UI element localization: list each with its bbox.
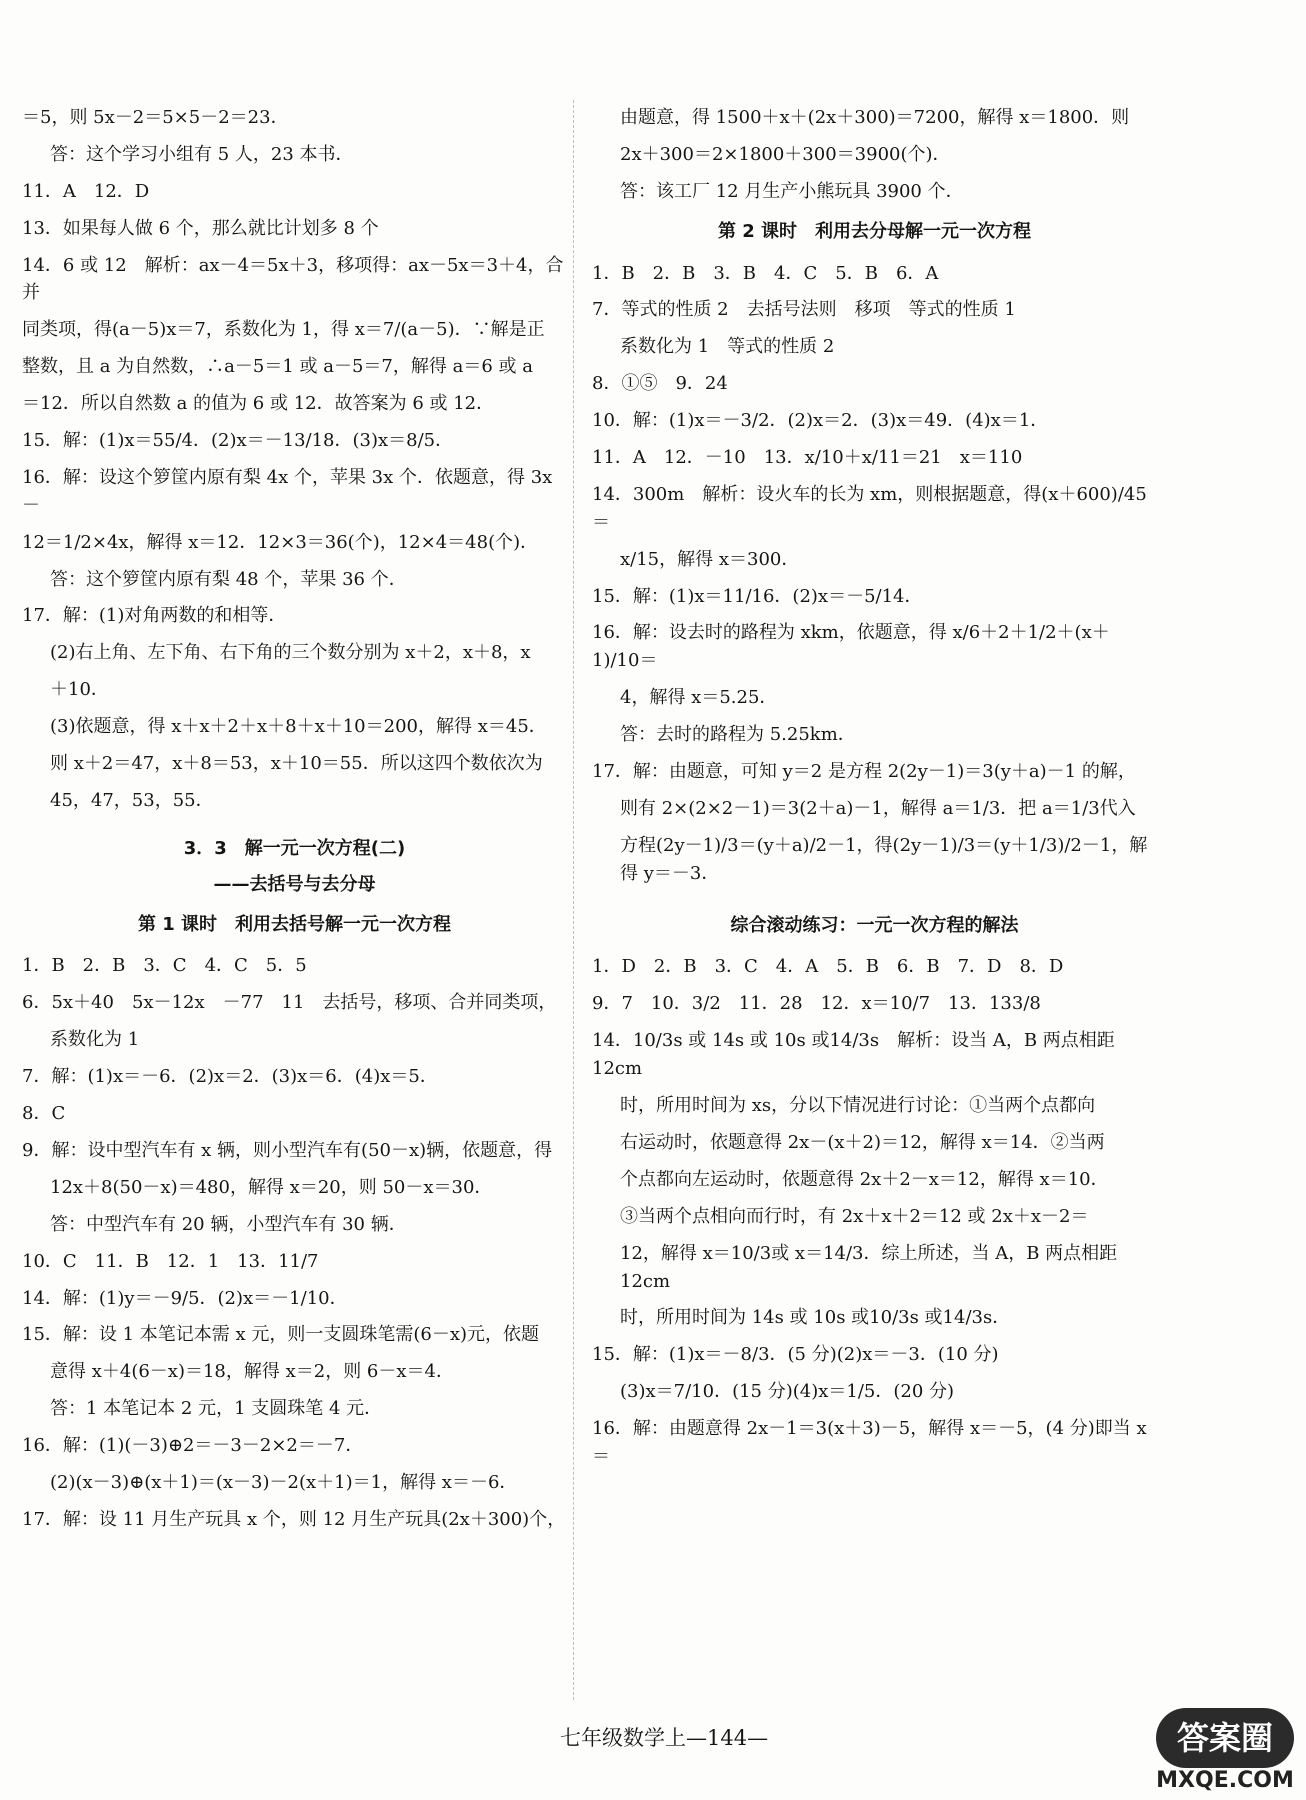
text-line: 4，解得 x＝5.25．: [620, 687, 778, 709]
text-line: 8．C: [22, 1103, 66, 1125]
text-line: 则 x＋2＝47，x＋8＝53，x＋10＝55．所以这四个数依次为: [50, 753, 543, 775]
watermark-url: MXQE.COM: [1156, 1768, 1294, 1793]
text-line: 答：中型汽车有 20 辆，小型汽车有 30 辆．: [50, 1213, 407, 1235]
text-line: 17．解：设 11 月生产玩具 x 个，则 12 月生产玩具(2x＋300)个，: [22, 1508, 566, 1530]
text-line: 第 2 课时 利用去分母解一元一次方程: [717, 220, 1032, 242]
page-footer: 七年级数学上—144—: [560, 1726, 769, 1750]
text-line: 15．解：(1)x＝55/4．(2)x＝－13/18．(3)x＝8/5．: [22, 430, 454, 452]
text-line: 12，解得 x＝10/3或 x＝14/3．综上所述，当 A，B 两点相距 12cm: [620, 1242, 1118, 1292]
text-line: 14．300m 解析：设火车的长为 xm，则根据题意，得(x＋600)/45＝: [592, 483, 1147, 533]
text-line: 10．解：(1)x＝－3/2．(2)x＝2．(3)x＝49．(4)x＝1．: [592, 410, 1049, 432]
text-line: 15．解：(1)x＝－8/3．(5 分)(2)x＝－3．(10 分): [592, 1344, 999, 1366]
text-line: 右运动时，依题意得 2x－(x＋2)＝12，解得 x＝14．②当两: [620, 1131, 1105, 1153]
text-line: 答：1 本笔记本 2 元，1 支圆珠笔 4 元．: [50, 1398, 383, 1420]
text-line: 12＝1/2×4x，解得 x＝12．12×3＝36(个)，12×4＝48(个)．: [22, 531, 539, 553]
text-line: 9．解：设中型汽车有 x 辆，则小型汽车有(50－x)辆，依题意，得: [22, 1139, 553, 1161]
text-line: 时，所用时间为 14s 或 10s 或10/3s 或14/3s．: [620, 1307, 1011, 1329]
text-line: 16．解：(1)(－3)⊕2＝－3－2×2＝－7．: [22, 1435, 364, 1457]
text-line: 1．B 2．B 3．C 4．C 5．5: [22, 955, 307, 977]
text-line: (2)右上角、左下角、右下角的三个数分别为 x＋2，x＋8，x: [50, 642, 531, 664]
text-line: 意得 x＋4(6－x)＝18，解得 x＝2，则 6－x＝4．: [50, 1361, 454, 1383]
column-divider: [573, 100, 574, 1700]
text-line: 8．①⑤ 9．24: [592, 373, 728, 395]
text-line: 答：这个学习小组有 5 人，23 本书．: [50, 143, 354, 165]
text-line: ＋10．: [50, 679, 109, 701]
text-line: ＝5，则 5x－2＝5×5－2＝23．: [22, 107, 289, 128]
text-line: ＝12．所以自然数 a 的值为 6 或 12．故答案为 6 或 12．: [22, 393, 495, 415]
text-line: 16．解：设这个箩筐内原有梨 4x 个，苹果 3x 个．依题意，得 3x－: [22, 466, 553, 516]
text-line: 10．C 11．B 12．1 13．11/7: [22, 1250, 319, 1272]
watermark-badge: 答案圈: [1156, 1708, 1294, 1768]
text-line: 11．A 12．D: [22, 180, 150, 202]
text-line: 同类项，得(a－5)x＝7，系数化为 1，得 x＝7/(a－5)．∵解是正: [22, 319, 545, 341]
text-line: 1．B 2．B 3．B 4．C 5．B 6．A: [592, 262, 939, 284]
text-line: 3．3 解一元一次方程(二): [183, 837, 406, 859]
text-line: 15．解：(1)x＝11/16．(2)x＝－5/14．: [592, 585, 923, 607]
text-line: 17．解：由题意，可知 y＝2 是方程 2(2y－1)＝3(y＋a)－1 的解，: [592, 761, 1136, 783]
text-line: 方程(2y－1)/3＝(y＋a)/2－1，得(2y－1)/3＝(y＋1/3)/2－1，解得 y＝－3．: [620, 834, 1148, 884]
text-line: (3)依题意，得 x＋x＋2＋x＋8＋x＋10＝200，解得 x＝45．: [50, 716, 547, 738]
text-line: 答：这个箩筐内原有梨 48 个，苹果 36 个．: [50, 568, 407, 590]
text-line: 系数化为 1 等式的性质 2: [620, 336, 835, 358]
text-line: 2x＋300＝2×1800＋300＝3900(个)．: [620, 143, 951, 165]
text-line: 11．A 12．－10 13．x/10＋x/11＝21 x＝110: [592, 447, 1023, 469]
text-line: 第 1 课时 利用去括号解一元一次方程: [137, 913, 452, 935]
text-line: 由题意，得 1500＋x＋(2x＋300)＝7200，解得 x＝1800．则: [620, 107, 1130, 128]
text-line: 系数化为 1: [50, 1029, 140, 1051]
left-column: [22, 104, 567, 1543]
text-line: 14．10/3s 或 14s 或 10s 或14/3s 解析：设当 A，B 两点相距 12cm: [592, 1030, 1115, 1080]
text-line: 综合滚动练习：一元一次方程的解法: [730, 914, 1019, 936]
text-line: x/15，解得 x＝300．: [620, 548, 800, 570]
text-line: 答：去时的路程为 5.25km．: [620, 724, 856, 746]
text-line: 15．解：设 1 本笔记本需 x 元，则一支圆珠笔需(6－x)元，依题: [22, 1324, 540, 1346]
text-line: ——去括号与去分母: [213, 873, 376, 895]
text-line: (2)(x－3)⊕(x＋1)＝(x－3)－2(x＋1)＝1，解得 x＝－6．: [50, 1471, 518, 1493]
text-line: 14．6 或 12 解析：ax－4＝5x＋3，移项得：ax－5x＝3＋4，合并: [22, 254, 564, 304]
text-line: 1．D 2．B 3．C 4．A 5．B 6．B 7．D 8．D: [592, 956, 1064, 978]
text-line: 个点都向左运动时，依题意得 2x＋2－x＝12，解得 x＝10．: [620, 1168, 1109, 1190]
text-line: 16．解：设去时的路程为 xkm，依题意，得 x/6＋2＋1/2＋(x＋1)/10＝: [592, 622, 1110, 672]
text-line: 9．7 10．3/2 11．28 12．x＝10/7 13．133/8: [592, 993, 1041, 1015]
text-line: 答：该工厂 12 月生产小熊玩具 3900 个．: [620, 180, 964, 202]
text-line: 6．5x＋40 5x－12x －77 11 去括号，移项、合并同类项，: [22, 992, 557, 1014]
text-line: (3)x＝7/10．(15 分)(4)x＝1/5．(20 分): [620, 1381, 955, 1403]
watermark-logo: [1150, 1708, 1300, 1796]
text-line: 整数，且 a 为自然数，∴a－5＝1 或 a－5＝7，解得 a＝6 或 a: [22, 356, 533, 378]
right-column: [592, 104, 1157, 1480]
text-line: ③当两个点相向而行时，有 2x＋x＋2＝12 或 2x＋x－2＝: [620, 1205, 1089, 1227]
text-line: 7．解：(1)x＝－6．(2)x＝2．(3)x＝6．(4)x＝5．: [22, 1066, 438, 1088]
text-line: 45，47，53，55．: [50, 789, 214, 811]
text-line: 17．解：(1)对角两数的和相等．: [22, 605, 287, 627]
text-line: 则有 2×(2×2－1)＝3(2＋a)－1，解得 a＝1/3．把 a＝1/3代入: [620, 797, 1136, 819]
text-line: 12x＋8(50－x)＝480，解得 x＝20，则 50－x＝30．: [50, 1176, 493, 1198]
text-line: 时，所用时间为 xs，分以下情况进行讨论：①当两个点都向: [620, 1095, 1096, 1117]
text-line: 7．等式的性质 2 去括号法则 移项 等式的性质 1: [592, 299, 1016, 321]
text-line: 16．解：由题意得 2x－1＝3(x＋3)－5，解得 x＝－5，(4 分)即当 x＝: [592, 1418, 1147, 1467]
text-line: 13．如果每人做 6 个，那么就比计划多 8 个: [22, 217, 379, 239]
text-line: 14．解：(1)y＝－9/5．(2)x＝－1/10．: [22, 1287, 348, 1309]
